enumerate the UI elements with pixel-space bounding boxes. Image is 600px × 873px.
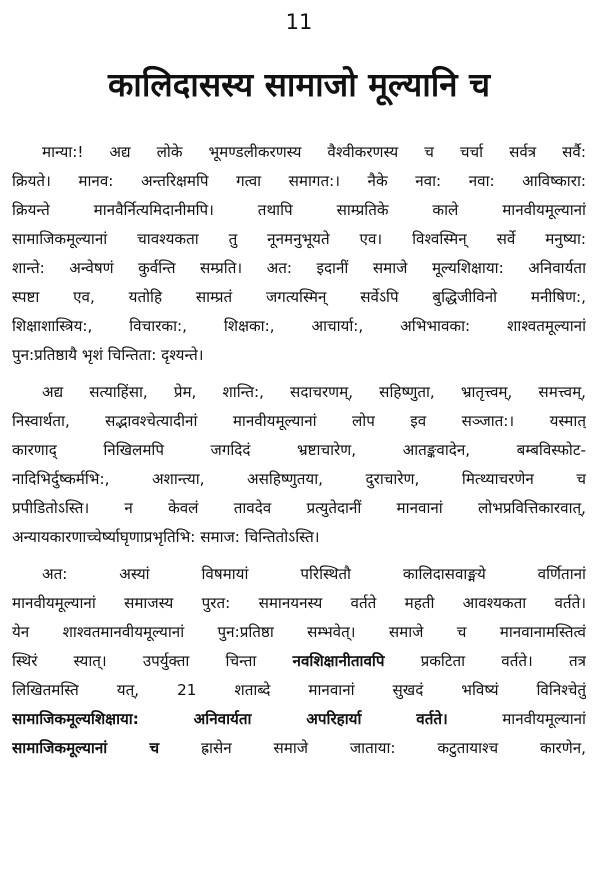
text-line: लिखितमस्ति यत्, 21 शताब्दे मानवानां सुखदं भविष्यं विनिश्चेतुं bbox=[12, 681, 586, 699]
bold-text-run: सामाजिकमूल्यशिक्षाया: अनिवार्यता अपरिहार्या वर्तते। bbox=[12, 710, 448, 728]
text-line: क्रियन्ते मानवैर्नित्यमिदानीमपि। तथापि साम्प्रतिके काले मानवीयमूल्यानां bbox=[12, 201, 586, 219]
text-line bbox=[12, 734, 586, 763]
text-line: शान्ते: अन्वेषणं कुर्वन्ति सम्प्रति। अत: इदानीं समाजे मूल्यशिक्षाया: अनिवार्यता bbox=[12, 259, 586, 277]
bold-text-run: सामाजिकमूल्यानां च bbox=[12, 739, 160, 757]
text-line: स्पष्टा एव, यतोहि साम्प्रतं जगत्यस्मिन् सर्वेऽपि बुद्धिजीविनो मनीषिण:, bbox=[12, 288, 586, 306]
text-line: अन्यायकारणाच्चेर्ष्याघृणाप्रभृतिभि: समाज: चिन्तितोऽस्ति। bbox=[12, 528, 320, 546]
text-line: येन शाश्वतमानवीयमूल्यानां पुन:प्रतिष्ठा सम्भवेत्। समाजे च मानवानामस्तित्वं bbox=[12, 623, 586, 641]
paragraph-3 bbox=[12, 560, 586, 763]
text-line: पुन:प्रतिष्ठायै भृशं चिन्तिता: दृश्यन्ते। bbox=[12, 346, 204, 364]
page-number: 11 bbox=[285, 10, 313, 34]
text-line: सामाजिकमूल्यानां चावश्यकता तु नूनमनुभूयते एव। विश्वस्मिन् सर्वे मनुष्या: bbox=[12, 230, 586, 248]
text-line: मानवीयमूल्यानां समाजस्य पुरत: समानयनस्य वर्तते महती आवश्यकता वर्तते। bbox=[12, 594, 586, 612]
text-run: मानवीयमूल्यानां bbox=[447, 710, 586, 728]
bold-text-run: नवशिक्षानीतावपि bbox=[292, 652, 385, 670]
text-line: निस्वार्थता, सद्भावश्चेत्यादीनां मानवीयमूल्यानां लोप इव सञ्जात:। यस्मात् bbox=[12, 412, 586, 430]
text-line: नादिभिर्दुष्कर्मभि:, अशान्त्या, असहिष्णुतया, दुराचारेण, मित्थ्याचरणेन च bbox=[12, 470, 586, 488]
chapter-title: कालिदासस्य सामाजो मूल्यानि च bbox=[107, 65, 491, 104]
paragraph-2 bbox=[12, 378, 586, 552]
text-line: अद्य सत्याहिंसा, प्रेम, शान्ति:, सदाचरणम्, सहिष्णुता, भ्रातृत्त्वम्, समत्त्वम्, bbox=[42, 383, 586, 401]
text-run: स्थिरं स्यात्। उपर्युक्ता चिन्ता bbox=[12, 652, 293, 670]
text-line bbox=[12, 647, 586, 676]
text-line: क्रियते। मानव: अन्तरिक्षमपि गत्वा समागत:। नैके नवा: नवा: आविष्कारा: bbox=[12, 172, 586, 190]
paragraph-1 bbox=[12, 138, 586, 370]
text-run: ह्रासेन समाजे जाताया: कटुतायाश्च कारणेन, bbox=[159, 739, 586, 757]
text-line bbox=[12, 705, 586, 734]
text-line: अत: अस्यां विषमायां परिस्थितौ कालिदासवाङ्मये वर्णितानां bbox=[42, 565, 586, 583]
text-run: प्रकटिता वर्तते। तत्र bbox=[384, 652, 586, 670]
text-line: शिक्षाशास्त्रिय:, विचारका:, शिक्षका:, आचार्या:, अभिभावका: शाश्वतमूल्यानां bbox=[12, 317, 586, 335]
text-line: मान्या:! अद्य लोके भूमण्डलीकरणस्य वैश्वीकरणस्य च चर्चा सर्वत्र सर्वै: bbox=[42, 143, 586, 161]
text-line: प्रपीडितोऽस्ति। न केवलं तावदेव प्रत्युतेदानीं मानवानां लोभप्रवित्तिकारवात्, bbox=[12, 499, 586, 517]
text-line: कारणाद् निखिलमपि जगदिदं भ्रष्टाचारेण, आतङ्कवादेन, बम्बविस्फोट- bbox=[12, 441, 586, 459]
